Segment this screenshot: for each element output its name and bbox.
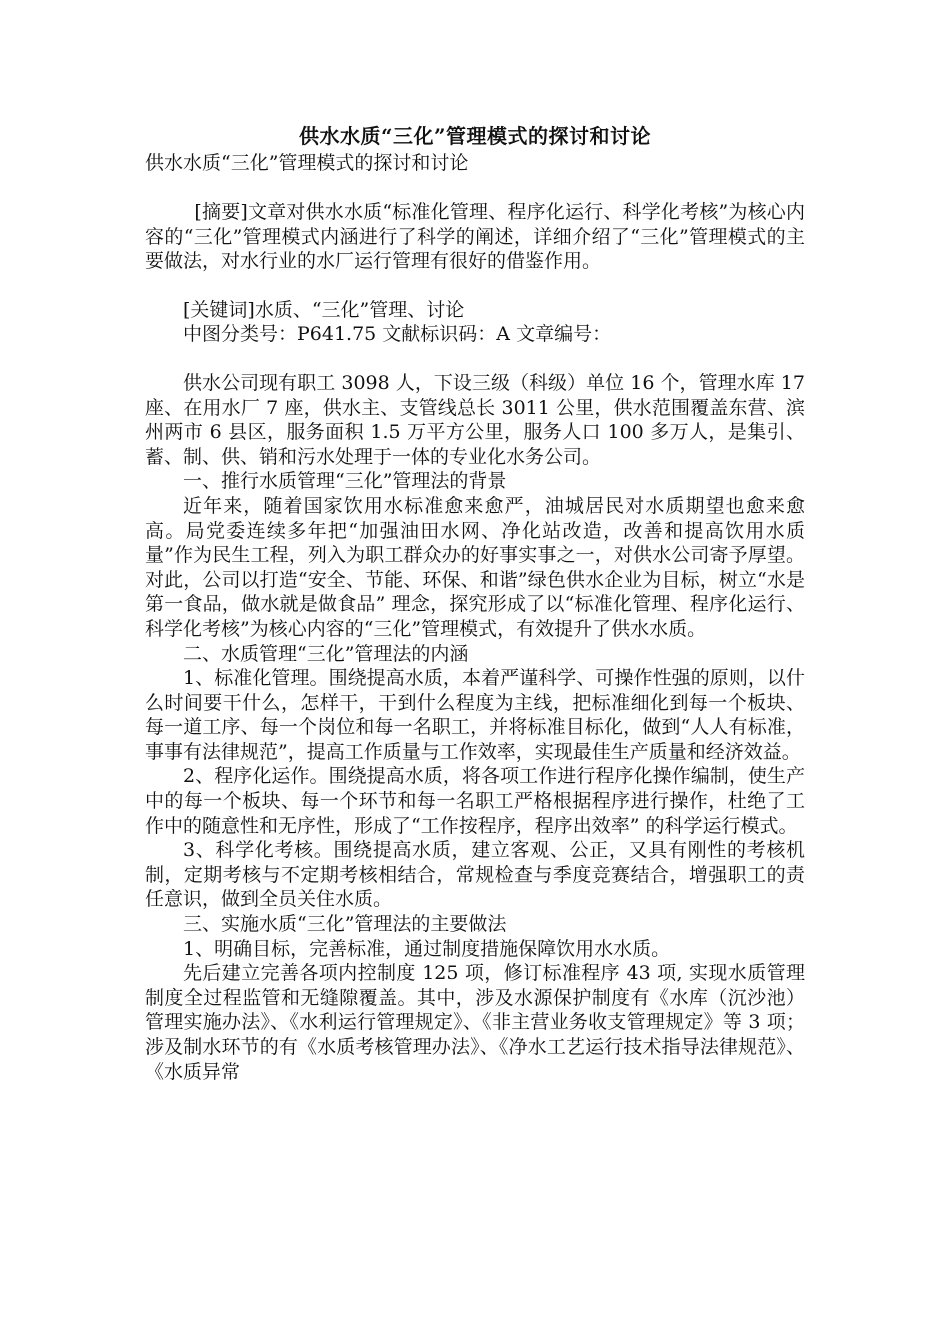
classification-line: 中图分类号：P641.75 文献标识码：A 文章编号： <box>183 323 612 346</box>
spacer <box>145 176 805 200</box>
body-paragraph-procedure: 2、程序化运作。围绕提高水质，将各项工作进行程序化操作编制，使生产中的每一个板块、每一个环节和每一名职工严格根据程序进行操作，杜绝了工作中的随意性和无序性，形成了“工作按程序，程序出效率” 的科学运行模式。 <box>145 765 805 837</box>
section-heading-background: 一、推行水质管理“三化”管理法的背景 <box>183 470 507 493</box>
abstract-paragraph: [摘要]文章对供水水质“标准化管理、程序化运行、科学化考核”为核心内容的“三化”管理模式内涵进行了科学的阐述，详细介绍了“三化”管理模式的主要做法，对水行业的水厂运行管理有很好的借鉴作用。 <box>145 201 805 273</box>
spacer <box>145 274 805 298</box>
body-paragraph-standardization: 1、标准化管理。围绕提高水质，本着严谨科学、可操作性强的原则，以什么时间要干什么，怎样干，干到什么程度为主线，把标准细化到每一个板块、每一道工序、每一个岗位和每一名职工，并将标准目标化，做到“人人有标准，事事有法律规范”，提高工作质量与工作效率，实现最佳生产质量和经济效益。 <box>145 667 805 763</box>
document-page <box>145 122 805 1084</box>
spacer <box>145 347 805 371</box>
document-title: 供水水质“三化”管理模式的探讨和讨论 <box>298 124 651 148</box>
section-heading-practices: 三、实施水质“三化”管理法的主要做法 <box>183 913 507 936</box>
body-paragraph-intro: 供水公司现有职工 3098 人，下设三级（科级）单位 16 个，管理水库 17 座、在用水厂 7 座，供水主、支管线总长 3011 公里，供水范围覆盖东营、滨州两市 6 县区，服务面积 1.5 万平方公里，服务人口 100 多万人，是集引、蓄、制、供、销和污水处理于一体的专业化水务公司。 <box>145 371 805 468</box>
body-paragraph-assessment: 3、科学化考核。围绕提高水质，建立客观、公正，又具有刚性的考核机制，定期考核与不定期考核相结合，常规检查与季度竞赛结合，增强职工的责任意识，做到全员关住水质。 <box>145 839 805 911</box>
section-heading-connotation: 二、水质管理“三化”管理法的内涵 <box>183 642 469 665</box>
subsection-heading-goals: 1、明确目标，完善标准，通过制度措施保障饮用水水质。 <box>183 937 671 960</box>
keywords-line: [关键词]水质、“三化”管理、讨论 <box>183 298 465 321</box>
body-paragraph-regulations: 先后建立完善各项内控制度 125 项，修订标准程序 43 项, 实现水质管理制度全过程监管和无缝隙覆盖。其中，涉及水源保护制度有《水库（沉沙池）管理实施办法》、《水利运行管理规定》、《非主营业务收支管理规定》等 3 项；涉及制水环节的有《水质考核管理办法》、《净水工艺运行技术指导法律规范》、《水质异常 <box>145 962 805 1083</box>
body-paragraph-background: 近年来，随着国家饮用水标准愈来愈严，油城居民对水质期望也愈来愈高。局党委连续多年把“加强油田水网、净化站改造，改善和提高饮用水质量”作为民生工程，列入为职工群众办的好事实事之一，对供水公司寄予厚望。对此，公司以打造“安全、节能、环保、和谐”绿色供水企业为目标，树立“水是第一食品，做水就是做食品” 理念，探究形成了以“标准化管理、程序化运行、科学化考核”为核心内容的“三化”管理模式，有效提升了供水水质。 <box>145 494 805 640</box>
document-subtitle: 供水水质“三化”管理模式的探讨和讨论 <box>145 152 469 174</box>
